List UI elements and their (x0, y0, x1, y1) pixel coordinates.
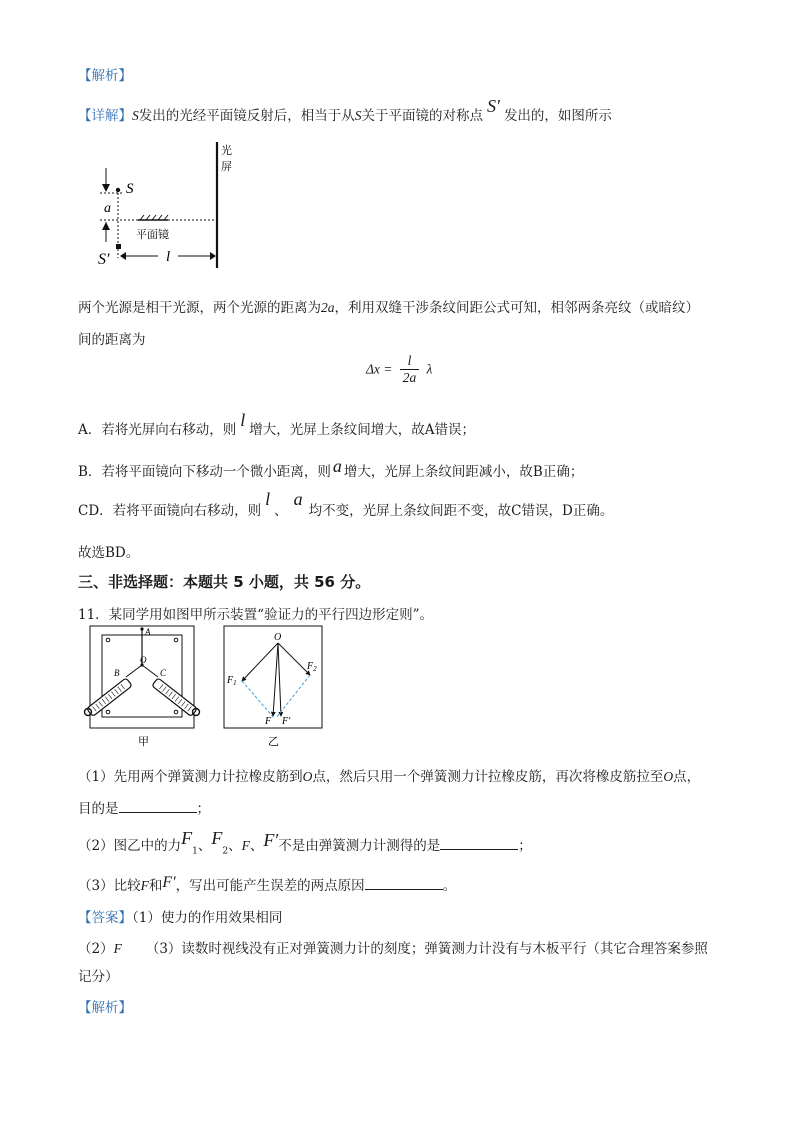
arrowhead (210, 252, 216, 260)
text: ； (196, 801, 210, 817)
para-coherent (78, 296, 699, 316)
text: 、 (197, 838, 212, 854)
arrowhead (102, 184, 110, 192)
var-S-prime: S′ (487, 96, 500, 116)
var-l: l (265, 489, 271, 509)
para-spacing: 间的距离为 (78, 332, 146, 348)
text: （3）比较 (78, 878, 141, 894)
label-S: S (126, 181, 134, 197)
q11-part2 (78, 828, 532, 857)
var-F2: F (211, 828, 223, 848)
var-O: O (302, 769, 313, 784)
subscript-1: 1 (192, 846, 198, 857)
text: ，利用双缝干涉条纹间距公式可知，相邻两条亮纹（或暗纹） (334, 300, 699, 316)
vector-F-prime (278, 643, 281, 716)
parallelogram-side (276, 675, 310, 718)
text: 点， (673, 769, 701, 785)
formula-lhs: Δx = (366, 361, 393, 377)
text: B．若将平面镜向下移动一个微小距离，则 (78, 464, 331, 480)
var-a: a (293, 489, 303, 509)
figure-yi (218, 623, 328, 749)
section-title: 三、非选择题：本题共 5 小题，共 56 分。 (78, 573, 371, 591)
detail-line (78, 96, 612, 125)
mirror-figure (90, 138, 250, 272)
var-F: F (140, 878, 149, 893)
label-C: C (160, 668, 167, 678)
var-S: S (354, 108, 362, 123)
var-F: F (241, 838, 250, 853)
label-F1: $F_1$ (227, 675, 237, 687)
q11-part1-cont (78, 797, 210, 817)
choice-line: 故选BD。 (78, 545, 140, 561)
label-O: O (140, 655, 147, 665)
var-F: F (113, 941, 122, 956)
label-l: l (166, 249, 171, 265)
text: 不是由弹簧测力计测得的是 (278, 838, 441, 854)
text: 、 (228, 838, 242, 854)
var-O: O (663, 769, 674, 784)
label-mirror: 平面镜 (136, 228, 169, 241)
var-F-prime: F′ (263, 830, 279, 850)
formula (366, 353, 432, 386)
text: （1）先用两个弹簧测力计拉橡皮筋到 (78, 769, 303, 785)
text: 增大，光屏上条纹间增大，故A错误； (249, 422, 476, 438)
text: （1）使力的作用效果相同 (132, 910, 283, 926)
var-l: l (240, 410, 246, 430)
label-a: a (104, 201, 111, 216)
q11-part3 (78, 874, 456, 895)
detail-text: 发出的，如图所示 (503, 108, 612, 124)
q11-part1 (78, 765, 700, 785)
string-B (126, 665, 142, 677)
formula-fraction (400, 353, 420, 386)
text: ； (518, 838, 532, 854)
analysis-tag-2: 【解析】 (78, 1000, 132, 1016)
label-F-prime: F′ (282, 716, 291, 727)
q11-stem: 11．某同学用如图甲所示装置“验证力的平行四边形定则”。 (78, 607, 433, 623)
text: 增大，光屏上条纹间距减小，故B正确； (343, 464, 584, 480)
subscript-2: 2 (222, 846, 229, 857)
text: 和 (148, 878, 163, 894)
text: A．若将光屏向右移动，则 (78, 422, 237, 438)
formula-num: l (400, 353, 420, 370)
option-B (78, 456, 584, 481)
caption-yi: 乙 (268, 735, 279, 748)
text: （2） (78, 941, 114, 957)
label-F2: $F_2$ (307, 661, 317, 673)
source-S-prime-dot (116, 244, 121, 249)
var-2a: 2a (321, 300, 335, 315)
option-CD (78, 489, 614, 520)
label-F: F (265, 716, 272, 727)
figure-jia (82, 623, 202, 749)
screen-label-2: 屏 (221, 160, 232, 173)
vector-F1 (242, 643, 278, 681)
analysis-tag: 【解析】 (78, 68, 132, 84)
text: ，写出可能产生误差的两点原因 (175, 878, 365, 894)
text: 均不变，光屏上条纹间距不变，故C错误，D正确。 (308, 503, 614, 519)
formula-den: 2a (402, 370, 417, 385)
answer-blank[interactable] (365, 877, 443, 890)
detail-text: 发出的光经平面镜反射后，相当于从 (138, 108, 355, 124)
text: 点，然后只用一个弹簧测力计拉橡皮筋，再次将橡皮筋拉至 (312, 769, 664, 785)
source-S-dot (116, 188, 120, 192)
answer-blank[interactable] (440, 837, 518, 850)
point-A (140, 627, 143, 630)
label-S-prime: S′ (98, 251, 110, 268)
label-O: O (274, 632, 282, 643)
var-F-prime: F′ (162, 874, 176, 891)
option-A (78, 410, 476, 439)
text: 。 (442, 878, 457, 894)
label-B: B (114, 668, 120, 678)
text: CD．若将平面镜向右移动，则 (78, 503, 262, 519)
answer-line-2 (78, 937, 708, 957)
detail-text: 关于平面镜的对称点 (361, 108, 483, 124)
vector-F (273, 643, 278, 716)
text: 两个光源是相干光源，两个光源的距离为 (78, 300, 321, 316)
caption-jia: 甲 (138, 735, 149, 748)
vector-F2 (278, 643, 310, 675)
parallelogram-side (242, 681, 274, 718)
text: （3）读数时视线没有正对弹簧测力计的刻度；弹簧测力计没有与木板平行（其它合理答案参照 (145, 941, 708, 957)
detail-tag: 【详解】 (78, 108, 132, 124)
string-C (142, 665, 158, 677)
answer-line-3: 记分） (78, 969, 119, 985)
arrowhead (102, 222, 110, 230)
text: 目的是 (78, 801, 119, 817)
var-F1: F (181, 828, 193, 848)
screen-label-1: 光 (221, 144, 232, 157)
text: 、 (249, 838, 264, 854)
text: （2）图乙中的力 (78, 838, 182, 854)
answer-tag: 【答案】 (78, 910, 132, 926)
formula-lambda: λ (426, 361, 433, 377)
answer-blank[interactable] (119, 800, 197, 813)
var-a: a (332, 456, 342, 476)
arrowhead (120, 252, 126, 260)
var-S: S (132, 108, 139, 123)
label-A: A (145, 627, 151, 637)
text: 、 (274, 503, 288, 519)
answer-line-1 (78, 906, 282, 926)
